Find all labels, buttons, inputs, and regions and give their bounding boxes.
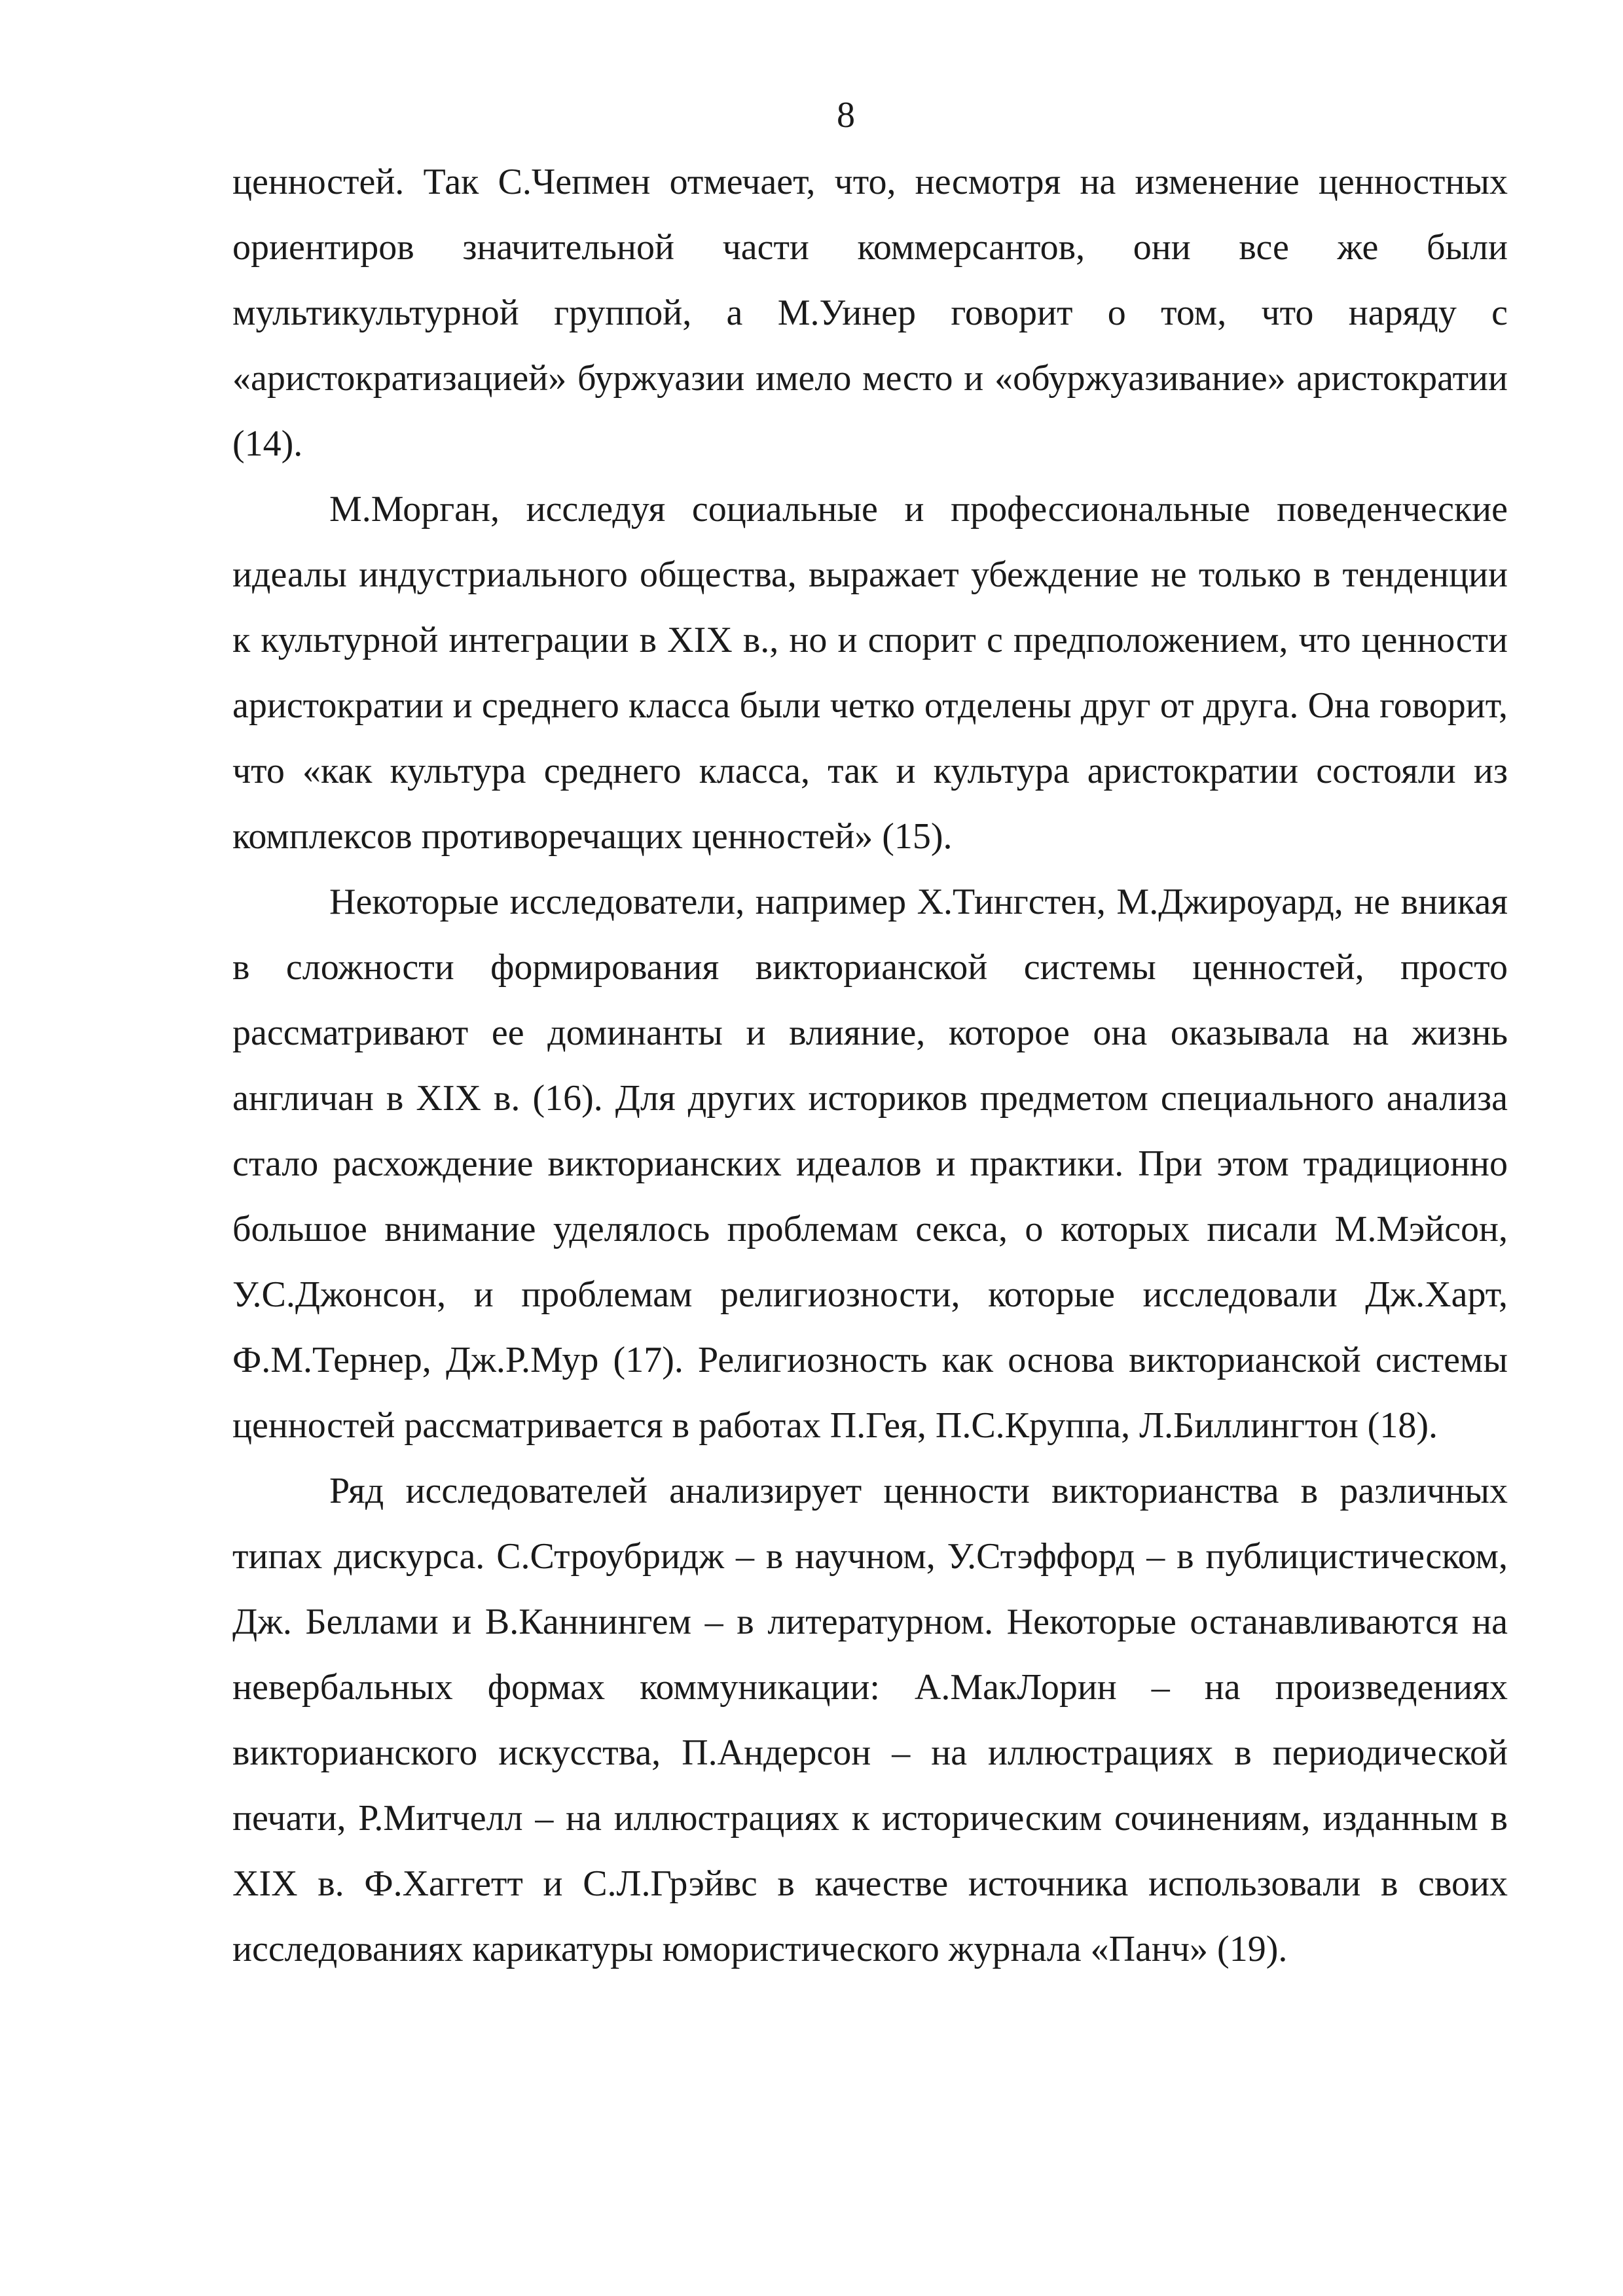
paragraph-2: М.Морган, исследуя социальные и профессиональные поведенческие идеалы индустриального общества, выражает убеждение не только в тенденции к культурной интеграции в XIX в., но и спорит с предположением, что ценности аристократии и среднего класса были четко отделены друг от друга. Она говорит, что «как культура среднего класса, так и культура аристократии состояли из комплексов противоречащих ценностей» (15). — [232, 489, 1508, 857]
paragraph-1: ценностей. Так С.Чепмен отмечает, что, несмотря на изменение ценностных ориентиров значительной части коммерсантов, они все же были мультикультурной группой, а М.Уинер говорит о том, что наряду с «аристократизацией» буржуазии имело место и «обуржуазивание» аристократии (14). — [232, 162, 1508, 464]
document-body — [232, 149, 1508, 1982]
page-number: 8 — [837, 95, 855, 135]
paragraph-3: Некоторые исследователи, например Х.Тингстен, М.Джироуард, не вникая в сложности формирования викторианской системы ценностей, просто рассматривают ее доминанты и влияние, которое она оказывала на жизнь англичан в XIX в. (16). Для других историков предметом специального анализа стало расхождение викторианских идеалов и практики. При этом традиционно большое внимание уделялось проблемам секса, о которых писали М.Мэйсон, У.С.Джонсон, и проблемам религиозности, которые исследовали Дж.Харт, Ф.М.Тернер, Дж.Р.Мур (17). Религиозность как основа викторианской системы ценностей рассматривается в работах П.Гея, П.С.Круппа, Л.Биллингтон (18). — [232, 882, 1508, 1446]
paragraph-4: Ряд исследователей анализирует ценности викторианства в различных типах дискурса. С.Строубридж – в научном, У.Стэффорд – в публицистическом, Дж. Беллами и В.Каннингем – в литературном. Некоторые останавливаются на невербальных формах коммуникации: А.МакЛорин – на произведениях викторианского искусства, П.Андерсон – на иллюстрациях в периодической печати, Р.Митчелл – на иллюстрациях к историческим сочинениям, изданным в XIX в. Ф.Хаггетт и С.Л.Грэйвс в качестве источника использовали в своих исследованиях карикатуры юмористического журнала «Панч» (19). — [232, 1471, 1508, 1969]
